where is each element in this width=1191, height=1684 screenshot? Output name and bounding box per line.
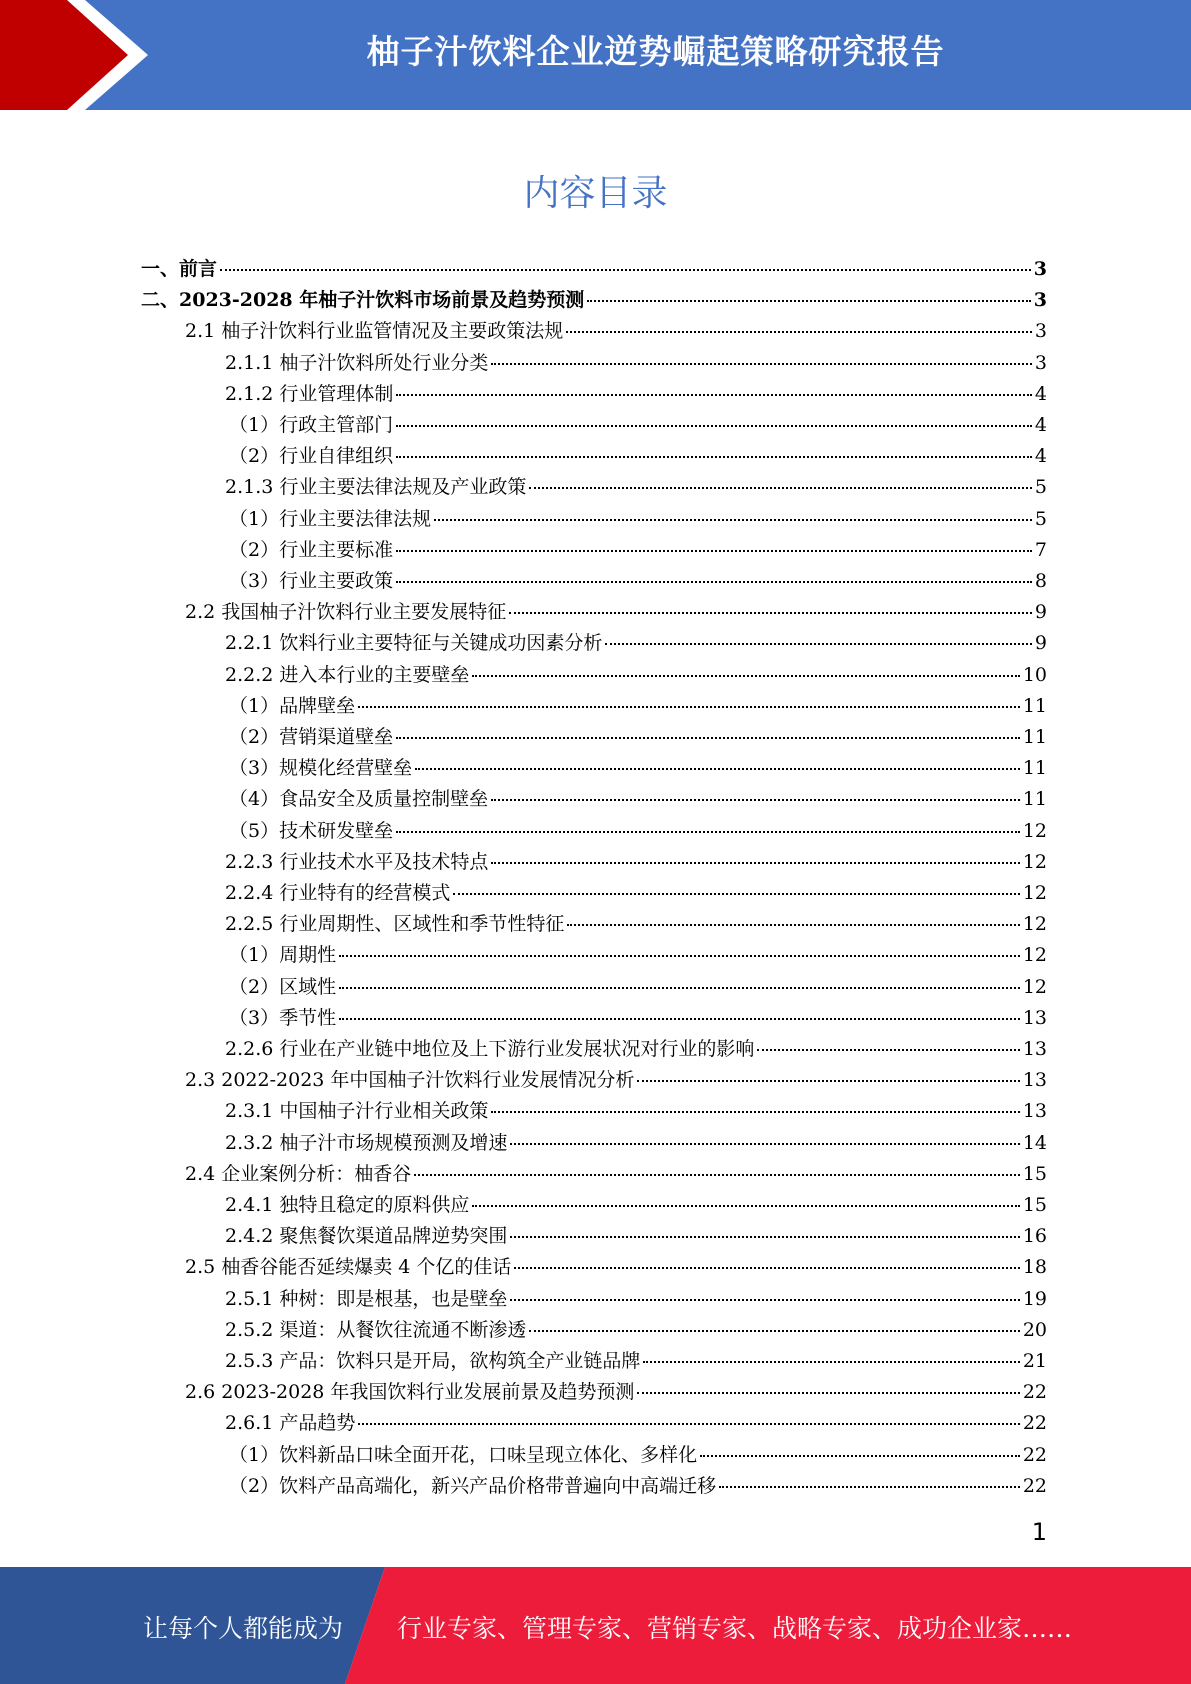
- page-number: 1: [1031, 1518, 1047, 1546]
- toc-dot-leader: [529, 486, 1032, 489]
- toc-entry-label: （1）行业主要法律法规: [229, 507, 432, 530]
- toc-dot-leader: [529, 1329, 1019, 1332]
- toc-entry[interactable]: [225, 1096, 1047, 1127]
- toc-entry[interactable]: [229, 1440, 1047, 1471]
- toc-entry-page: 3: [1033, 258, 1047, 280]
- toc-dot-leader: [453, 892, 1019, 895]
- toc-entry-label: 2.3 2022-2023 年中国柚子汁饮料行业发展情况分析: [185, 1069, 635, 1092]
- toc-entry[interactable]: [225, 660, 1047, 691]
- toc-entry-page: 22: [1022, 1381, 1047, 1404]
- toc-entry-page: 22: [1022, 1412, 1047, 1435]
- toc-entry-page: 13: [1022, 1038, 1047, 1060]
- toc-entry-label: （2）行业自律组织: [229, 445, 394, 468]
- toc-dot-leader: [358, 705, 1020, 708]
- toc-entry-page: 5: [1034, 507, 1047, 530]
- toc-entry[interactable]: [229, 566, 1047, 597]
- toc-entry-label: （3）季节性: [229, 1006, 337, 1029]
- toc-entry[interactable]: [185, 1065, 1047, 1096]
- toc-entry[interactable]: [229, 816, 1047, 847]
- toc-entry-page: 12: [1022, 944, 1047, 967]
- toc-entry-page: 12: [1022, 819, 1047, 842]
- toc-entry-label: （2）营销渠道壁垒: [229, 726, 394, 748]
- toc-entry-page: 4: [1034, 414, 1047, 436]
- toc-entry[interactable]: [229, 972, 1047, 1003]
- toc-entry[interactable]: [225, 1034, 1047, 1065]
- toc-entry[interactable]: [185, 316, 1047, 347]
- toc-dot-leader: [339, 986, 1020, 989]
- toc-entry-page: 3: [1034, 320, 1047, 343]
- toc-entry-page: 4: [1034, 382, 1047, 405]
- toc-entry-label: （4）食品安全及质量控制壁垒: [229, 788, 489, 811]
- toc-entry-label: （2）行业主要标准: [229, 538, 394, 561]
- toc-entry-page: 18: [1022, 1256, 1047, 1279]
- toc-entry[interactable]: [229, 784, 1047, 815]
- toc-dot-leader: [415, 767, 1020, 770]
- toc-entry-page: 12: [1022, 975, 1047, 998]
- footer-banner: [0, 1567, 1191, 1684]
- toc-entry-page: 12: [1022, 882, 1047, 904]
- toc-dot-leader: [510, 1298, 1019, 1301]
- toc-entry-label: 一、前言: [141, 258, 218, 280]
- toc-dot-leader: [757, 1048, 1019, 1051]
- toc-entry[interactable]: [229, 753, 1047, 784]
- toc-entry[interactable]: [225, 1346, 1047, 1377]
- toc-entry[interactable]: [225, 909, 1047, 940]
- toc-entry-page: 22: [1022, 1474, 1047, 1497]
- toc-entry[interactable]: [225, 1190, 1047, 1221]
- toc-dot-leader: [339, 1017, 1020, 1020]
- toc-entry-page: 9: [1034, 632, 1047, 655]
- toc-entry[interactable]: [225, 1284, 1047, 1315]
- toc-entry-page: 15: [1022, 1162, 1047, 1185]
- toc-entry[interactable]: [185, 1252, 1047, 1283]
- footer-slogan-right: 行业专家、管理专家、营销专家、战略专家、成功企业家……: [397, 1614, 1073, 1643]
- toc-dot-leader: [472, 674, 1019, 677]
- toc-entry[interactable]: [229, 940, 1047, 971]
- toc-entry-page: 7: [1034, 538, 1047, 561]
- toc-dot-leader: [700, 1454, 1020, 1457]
- toc-entry-page: 11: [1022, 757, 1047, 780]
- toc-entry[interactable]: [229, 410, 1047, 441]
- toc-entry-label: （3）行业主要政策: [229, 570, 394, 592]
- toc-entry-label: 2.5.3 产品：饮料只是开局，欲构筑全产业链品牌: [225, 1350, 641, 1372]
- toc-dot-leader: [434, 518, 1032, 521]
- toc-entry-label: 2.3.2 柚子汁市场规模预测及增速: [225, 1131, 508, 1154]
- toc-dot-leader: [587, 299, 1031, 302]
- toc-entry-label: 2.4.2 聚焦餐饮渠道品牌逆势突围: [225, 1225, 508, 1248]
- toc-entry[interactable]: [185, 597, 1047, 628]
- toc-entry-label: （2）饮料产品高端化，新兴产品价格带普遍向中高端迁移: [229, 1474, 717, 1497]
- toc-entry-page: 15: [1022, 1194, 1047, 1216]
- toc-entry-label: 2.2.2 进入本行业的主要壁垒: [225, 663, 470, 686]
- toc-dot-leader: [510, 1142, 1019, 1145]
- toc-entry[interactable]: [225, 1408, 1047, 1439]
- toc-entry-label: （2）区域性: [229, 975, 337, 998]
- toc-entry[interactable]: [225, 348, 1047, 379]
- toc-dot-leader: [514, 1266, 1019, 1269]
- report-title: 柚子汁饮料企业逆势崛起策略研究报告: [366, 32, 945, 71]
- toc-entry-label: （1）饮料新品口味全面开花，口味呈现立体化、多样化: [229, 1443, 698, 1466]
- footer-slogan-left: 让每个人都能成为: [143, 1614, 344, 1643]
- toc-dot-leader: [567, 923, 1019, 926]
- toc-entry-page: 22: [1022, 1443, 1047, 1466]
- toc-entry-label: 2.4 企业案例分析：柚香谷: [185, 1162, 412, 1185]
- toc-entry-page: 11: [1022, 694, 1047, 717]
- toc-entry-label: 2.2.6 行业在产业链中地位及上下游行业发展状况对行业的影响: [225, 1038, 755, 1060]
- toc-entry[interactable]: [229, 1471, 1047, 1502]
- toc-entry[interactable]: [225, 1315, 1047, 1346]
- toc-dot-leader: [509, 611, 1032, 614]
- toc-entry[interactable]: [225, 472, 1047, 503]
- toc-entry-page: 4: [1034, 445, 1047, 468]
- toc-entry-page: 12: [1022, 913, 1047, 936]
- toc-dot-leader: [396, 736, 1020, 739]
- toc-dot-leader: [358, 1422, 1019, 1425]
- toc-entry-page: 20: [1022, 1318, 1047, 1341]
- toc-entry[interactable]: [225, 1128, 1047, 1159]
- toc-entry[interactable]: [229, 535, 1047, 566]
- toc-entry-page: 9: [1034, 601, 1047, 624]
- toc-entry[interactable]: [229, 722, 1047, 753]
- toc-entry-page: 10: [1022, 663, 1047, 686]
- toc-dot-leader: [637, 1079, 1019, 1082]
- toc-dot-leader: [491, 798, 1020, 801]
- toc-entry-label: （1）品牌壁垒: [229, 694, 356, 717]
- toc-entry-page: 16: [1022, 1225, 1047, 1248]
- toc-dot-leader: [396, 393, 1032, 396]
- toc-entry-label: 2.1.2 行业管理体制: [225, 382, 394, 405]
- toc-entry-label: 2.1 柚子汁饮料行业监管情况及主要政策法规: [185, 320, 564, 343]
- toc-entry-label: 二、2023-2028 年柚子汁饮料市场前景及趋势预测: [141, 289, 585, 312]
- toc-entry[interactable]: [225, 847, 1047, 878]
- toc-entry-label: 2.4.1 独特且稳定的原料供应: [225, 1194, 470, 1216]
- toc-entry[interactable]: [225, 628, 1047, 659]
- toc-dot-leader: [605, 642, 1032, 645]
- toc-entry-label: 2.6 2023-2028 年我国饮料行业发展前景及趋势预测: [185, 1381, 635, 1404]
- toc-entry[interactable]: [225, 878, 1047, 909]
- toc-entry-label: 2.1.1 柚子汁饮料所处行业分类: [225, 351, 489, 374]
- toc-entry-page: 12: [1022, 850, 1047, 873]
- toc-entry-label: （3）规模化经营壁垒: [229, 757, 413, 780]
- toc-entry-label: 2.3.1 中国柚子汁行业相关政策: [225, 1100, 489, 1123]
- toc-entry[interactable]: [225, 1221, 1047, 1252]
- toc-entry[interactable]: [225, 379, 1047, 410]
- toc-entry-label: 2.2 我国柚子汁饮料行业主要发展特征: [185, 601, 507, 624]
- toc-entry[interactable]: [229, 504, 1047, 535]
- toc-entry-label: （5）技术研发壁垒: [229, 819, 394, 842]
- toc-dot-leader: [396, 424, 1032, 427]
- toc-entry-page: 11: [1022, 726, 1047, 748]
- toc-entry-page: 13: [1022, 1100, 1047, 1123]
- toc-dot-leader: [566, 330, 1032, 333]
- toc-entry-label: 2.2.4 行业特有的经营模式: [225, 882, 451, 904]
- toc-entry[interactable]: [229, 1003, 1047, 1034]
- toc-dot-leader: [220, 268, 1031, 271]
- toc-entry-page: 3: [1034, 351, 1047, 374]
- toc-entry-page: 13: [1022, 1006, 1047, 1029]
- toc-entry-page: 14: [1022, 1131, 1047, 1154]
- toc-entry-label: 2.5.1 种树：即是根基，也是壁垒: [225, 1287, 508, 1310]
- toc-entry[interactable]: [229, 441, 1047, 472]
- toc-entry-page: 3: [1033, 289, 1047, 312]
- toc-entry-page: 8: [1034, 570, 1047, 592]
- toc-dot-leader: [491, 362, 1032, 365]
- toc-dot-leader: [396, 830, 1020, 833]
- toc-dot-leader: [472, 1204, 1019, 1207]
- toc-dot-leader: [719, 1485, 1020, 1488]
- toc-dot-leader: [491, 1110, 1019, 1113]
- toc-entry[interactable]: [141, 285, 1047, 316]
- toc-entry-page: 21: [1022, 1350, 1047, 1372]
- toc-entry-label: （1）行政主管部门: [229, 414, 394, 436]
- toc-entry-label: 2.5.2 渠道：从餐饮往流通不断渗透: [225, 1318, 527, 1341]
- toc-dot-leader: [643, 1360, 1019, 1363]
- toc-dot-leader: [396, 455, 1032, 458]
- toc-dot-leader: [339, 954, 1020, 957]
- toc-entry-label: 2.1.3 行业主要法律法规及产业政策: [225, 476, 527, 499]
- toc-heading: 内容目录: [523, 173, 668, 214]
- toc-entry[interactable]: [185, 1159, 1047, 1190]
- toc-dot-leader: [396, 580, 1032, 583]
- toc-dot-leader: [637, 1391, 1019, 1394]
- toc-entry-label: 2.2.5 行业周期性、区域性和季节性特征: [225, 913, 565, 936]
- toc-entry-label: 2.6.1 产品趋势: [225, 1412, 356, 1435]
- toc-entry[interactable]: [185, 1377, 1047, 1408]
- toc-entry-label: （1）周期性: [229, 944, 337, 967]
- toc-entry-page: 5: [1034, 476, 1047, 499]
- toc-dot-leader: [510, 1235, 1019, 1238]
- toc-entry-page: 13: [1022, 1069, 1047, 1092]
- toc-entry[interactable]: [229, 691, 1047, 722]
- toc-entry-label: 2.5 柚香谷能否延续爆卖 4 个亿的佳话: [185, 1256, 512, 1279]
- toc-entry-page: 19: [1022, 1287, 1047, 1310]
- toc-dot-leader: [491, 861, 1019, 864]
- toc-dot-leader: [396, 549, 1032, 552]
- toc-entry-label: 2.2.1 饮料行业主要特征与关键成功因素分析: [225, 632, 603, 655]
- toc-entry[interactable]: [141, 254, 1047, 285]
- toc-dot-leader: [414, 1173, 1020, 1176]
- header-banner: [0, 0, 1191, 110]
- toc-entry-page: 11: [1022, 788, 1047, 811]
- toc-entry-label: 2.2.3 行业技术水平及技术特点: [225, 850, 489, 873]
